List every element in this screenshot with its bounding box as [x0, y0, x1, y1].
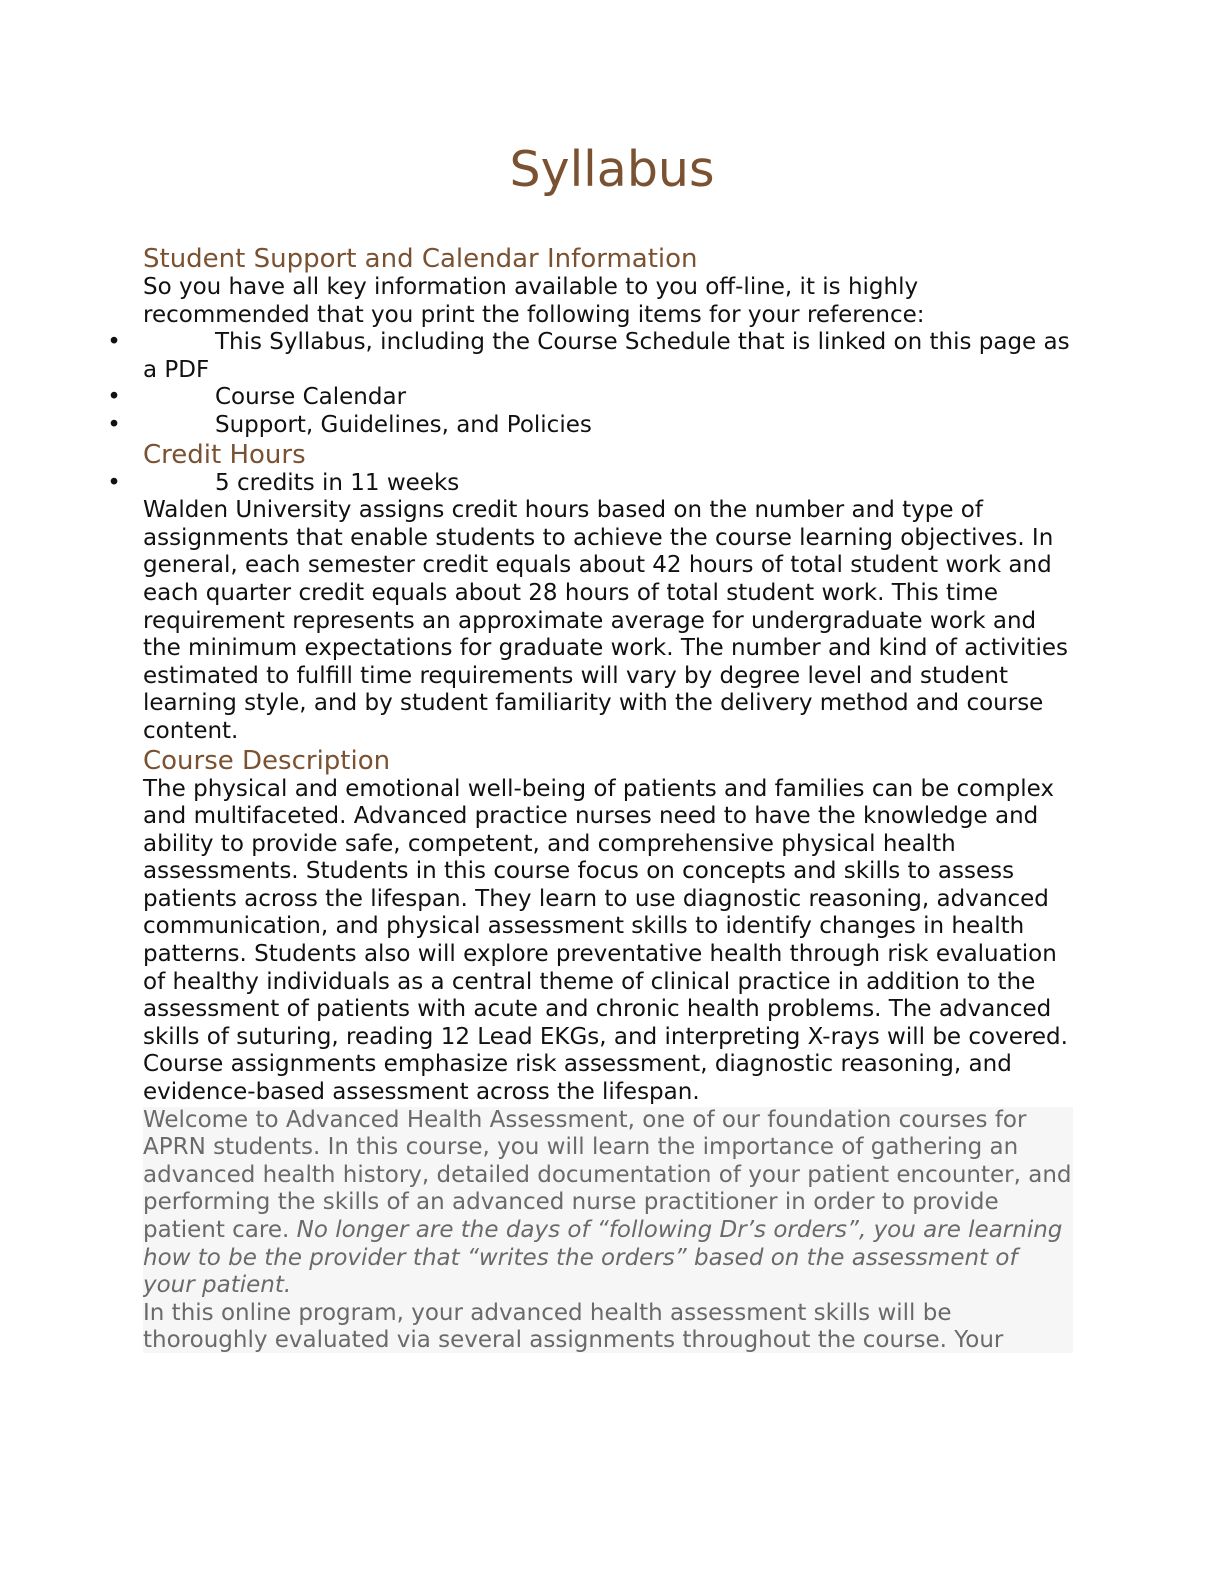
bullet-icon: • — [107, 329, 121, 356]
list-item-text: Support, Guidelines, and Policies — [215, 411, 592, 438]
document-body — [107, 244, 1073, 1353]
bullet-icon: • — [107, 411, 121, 438]
page-title: Syllabus — [509, 141, 715, 198]
list-item-text: 5 credits in 11 weeks — [215, 469, 460, 496]
welcome-box — [143, 1107, 1073, 1353]
support-intro: So you have all key information available to you off-line, it is highly recommended that you print the following items for your reference: — [143, 274, 925, 328]
bullet-icon: • — [107, 384, 121, 411]
welcome-text: Welcome to Advanced Health Assessment, one of our foundation courses for APRN students. In this course, you will learn the importance of gathering an advanced health history, detailed documentation of your patient encounter, and performing the skills of an advanced nurse practitioner in order to provide patient care. — [143, 1106, 1072, 1243]
credit-hours-body: Walden University assigns credit hours based on the number and type of assignments that enable students to achieve the course learning objectives. In general, each semester credit equals about 42 hours of total student work and each quarter credit equals about 28 hours of total student work. This time requirement represents an approximate average for undergraduate work and the minimum expectations for graduate work. The number and kind of activities estimated to fulfill time requirements will vary by degree level and student learning style, and by student familiarity with the delivery method and course content. — [143, 497, 1068, 744]
welcome-second-paragraph: In this online program, your advanced health assessment skills will be thoroughly evaluated via several assignments throughout the course. Your — [143, 1299, 1004, 1353]
list-item-text: This Syllabus, including the Course Schedule that is linked on this page as a PDF — [143, 329, 1070, 383]
list-item — [107, 329, 1073, 384]
welcome-italic-text: No longer are the days of “following Dr’s orders”, you are learning how to be the provider that “writes the orders” based on the assessment of your patient. — [143, 1217, 1063, 1299]
course-description-body: The physical and emotional well-being of patients and families can be complex and multifaceted. Advanced practice nurses need to have the knowledge and ability to provide safe, competent, and comprehensive physical health assessments. Students in this course focus on concepts and skills to assess patients across the lifespan. They learn to use diagnostic reasoning, advanced communication, and physical assessment skills to identify changes in health patterns. Students also will explore preventative health through risk evaluation of healthy individuals as a central theme of clinical practice in addition to the assessment of patients with acute and chronic health problems. The advanced skills of suturing, reading 12 Lead EKGs, and interpreting X-rays will be covered. Course assignments emphasize risk assessment, diagnostic reasoning, and evidence-based assessment across the lifespan. — [143, 775, 1068, 1106]
credit-hours-heading: Credit Hours — [143, 439, 306, 470]
bullet-icon: • — [107, 469, 121, 496]
welcome-paragraph — [143, 1107, 1073, 1300]
list-item — [107, 411, 1073, 440]
list-item-text: Course Calendar — [215, 384, 407, 411]
support-list — [107, 329, 1073, 439]
list-item — [107, 384, 1073, 412]
course-description-heading: Course Description — [143, 745, 391, 776]
list-item — [107, 469, 1073, 498]
credit-list — [107, 469, 1073, 498]
support-heading: Student Support and Calendar Information — [143, 244, 698, 274]
